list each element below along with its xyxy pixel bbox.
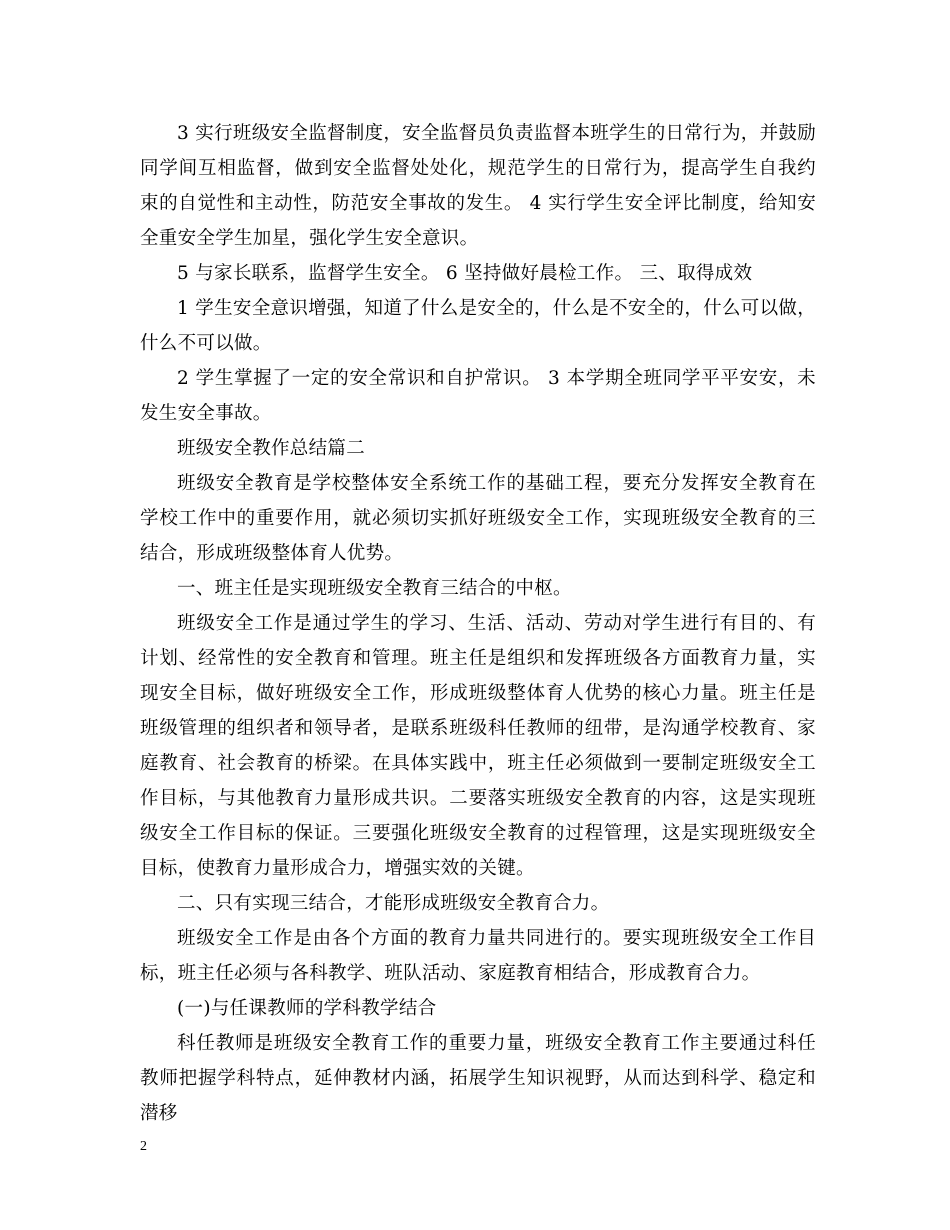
- paragraph-intro: 班级安全教育是学校整体安全系统工作的基础工程，要充分发挥安全教育在学校工作中的重要作用，就必须切实抓好班级安全工作，实现班级安全教育的三结合，形成班级整体育人优势。: [140, 473, 816, 564]
- heading-head-teacher-hub: 一、班主任是实现班级安全教育三结合的中枢。: [177, 578, 572, 599]
- section-heading-part-two: 班级安全教作总结篇二: [177, 438, 366, 459]
- paragraph-joint-forces: 班级安全工作是由各个方面的教育力量共同进行的。要实现班级安全工作目标，班主任必须与各科教学、班队活动、家庭教育相结合，形成教育合力。: [140, 928, 816, 984]
- paragraph-head-teacher-role: 班级安全工作是通过学生的学习、生活、活动、劳动对学生进行有目的、有计划、经常性的安全教育和管理。班主任是组织和发挥班级各方面教育力量，实现安全目标，做好班级安全工作，形成班级整体育人优势的核心力量。班主任是班级管理的组织者和领导者，是联系班级科任教师的纽带，是沟通学校教育、家庭教育、社会教育的桥梁。在具体实践中，班主任必须做到一要制定班级安全工作目标，与其他教育力量形成共识。二要落实班级安全教育的内容，这是实现班级安全工作目标的保证。三要强化班级安全教育的过程管理，这是实现班级安全目标，使教育力量形成合力，增强实效的关键。: [140, 613, 816, 879]
- paragraph-result-awareness: 1 学生安全意识增强，知道了什么是安全的，什么是不安全的，什么可以做，什么不可以做。: [140, 298, 816, 354]
- paragraph-result-knowledge: 2 学生掌握了一定的安全常识和自护常识。 3 本学期全班同学平平安安，未发生安全事故。: [140, 368, 816, 424]
- page-number: 2: [140, 1139, 147, 1154]
- heading-subject-teaching: (一)与任课教师的学科教学结合: [177, 998, 437, 1019]
- paragraph-safety-supervision: 3 实行班级安全监督制度，安全监督员负责监督本班学生的日常行为，并鼓励同学间互相监督，做到安全监督处处化，规范学生的日常行为，提高学生自我约束的自觉性和主动性，防范安全事故的发生。 4 实行学生安全评比制度，给知安全重安全学生加星，强化学生安全意识。: [140, 123, 816, 249]
- paragraph-parent-contact: 5 与家长联系，监督学生安全。 6 坚持做好晨检工作。 三、取得成效: [177, 263, 753, 284]
- heading-three-combinations: 二、只有实现三结合，才能形成班级安全教育合力。: [177, 893, 610, 914]
- paragraph-subject-teachers: 科任教师是班级安全教育工作的重要力量，班级安全教育工作主要通过科任教师把握学科特点，延伸教材内涵，拓展学生知识视野，从而达到科学、稳定和潜移: [140, 1033, 816, 1124]
- document-body: [140, 116, 816, 1131]
